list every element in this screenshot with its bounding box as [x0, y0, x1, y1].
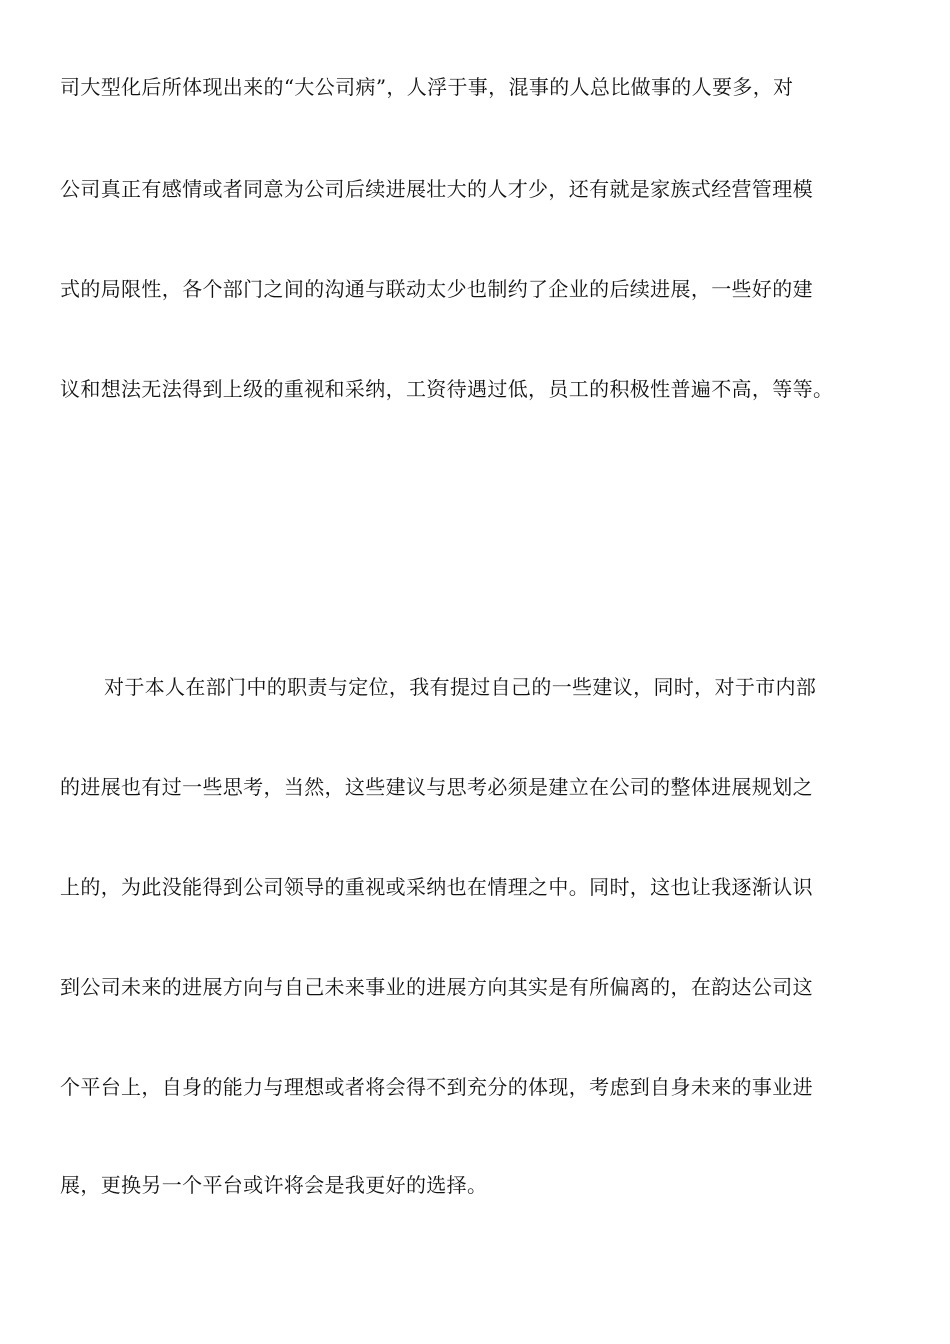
paragraph-1-line-1: 司大型化后所体现出来的“大公司病”，人浮于事，混事的人总比做事的人要多，对	[60, 75, 794, 99]
paragraph-2-line-2: 的进展也有过一些思考，当然，这些建议与思考必须是建立在公司的整体进展规划之	[60, 775, 813, 799]
paragraph-2-line-1: 对于本人在部门中的职责与定位，我有提过自己的一些建议，同时，对于市内部	[104, 675, 817, 699]
paragraph-2-line-5: 个平台上，自身的能力与理想或者将会得不到充分的体现，考虑到自身未来的事业进	[60, 1075, 813, 1099]
paragraph-2-line-3: 上的，为此没能得到公司领导的重视或采纳也在情理之中。同时，这也让我逐渐认识	[60, 875, 813, 899]
paragraph-2-line-4: 到公司未来的进展方向与自己未来事业的进展方向其实是有所偏离的，在韵达公司这	[60, 975, 813, 999]
paragraph-1-line-4: 议和想法无法得到上级的重视和采纳，工资待遇过低，员工的积极性普遍不高，等等。	[60, 377, 834, 401]
paragraph-1-line-3: 式的局限性，各个部门之间的沟通与联动太少也制约了企业的后续进展，一些好的建	[60, 277, 813, 301]
paragraph-2-line-6: 展，更换另一个平台或许将会是我更好的选择。	[60, 1173, 488, 1197]
paragraph-1-line-2: 公司真正有感情或者同意为公司后续进展壮大的人才少，还有就是家族式经营管理模	[60, 177, 813, 201]
